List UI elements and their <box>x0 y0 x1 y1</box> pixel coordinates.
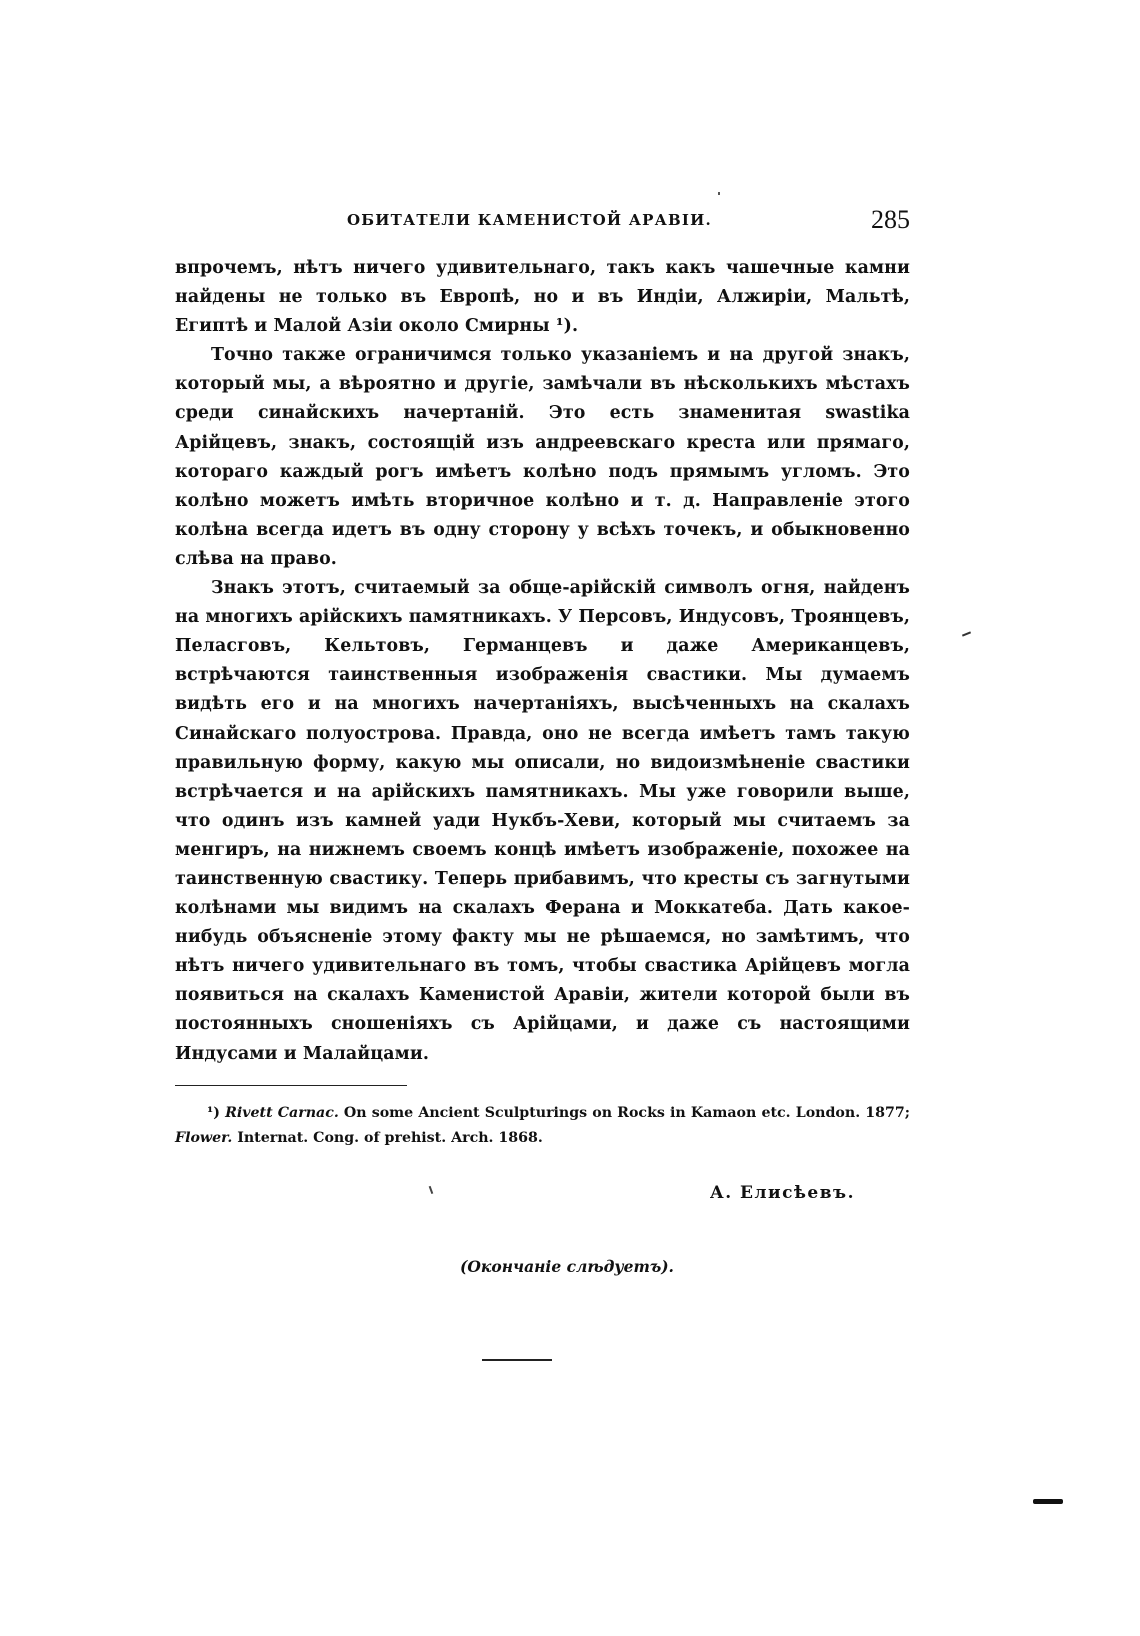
body-text <box>175 254 910 1069</box>
footnote-citation-1: On some Ancient Sculpturings on Rocks in Kamaon etc. London. 1877; <box>343 1105 910 1121</box>
paragraph-1: впрочемъ, нѣтъ ничего удивительнаго, такъ какъ чашечные камни найдены не только въ Европѣ, но и въ Индіи, Алжиріи, Мальтѣ, Египтѣ и Малой Азіи около Смирны ¹). <box>175 258 910 337</box>
page-number: 285 <box>871 205 910 234</box>
footnote-author-1: Rivett Carnac. <box>225 1105 339 1121</box>
author-signature: А. Елисѣевъ. <box>709 1183 855 1203</box>
continuation-note <box>0 1257 1140 1276</box>
footnote-marker: ¹) <box>207 1105 220 1121</box>
scan-speck <box>718 192 720 195</box>
footnote-citation-2: Internat. Cong. of prehist. Arch. 1868. <box>237 1130 543 1146</box>
paragraph-2: Точно также ограничимся только указаніемъ и на другой знакъ, который мы, а вѣроятно и другіе, замѣчали въ нѣсколькихъ мѣстахъ среди синайскихъ начертаній. Это есть знаменитая swastika Арійцевъ, знакъ, состоящій изъ андреевскаго креста или прямаго, котораго каждый рогъ имѣетъ колѣно подъ прямымъ угломъ. Это колѣно можетъ имѣть вторичное колѣно и т. д. Направленіе этого колѣна всегда идетъ въ одну сторону у всѣхъ точекъ, и обыкновенно слѣва на право. <box>175 345 910 569</box>
footnote-divider <box>175 1085 407 1086</box>
end-divider <box>482 1359 552 1361</box>
footnote-author-2: Flower. <box>175 1130 233 1146</box>
running-title: ОБИТАТЕЛИ КАМЕНИСТОЙ АРАВІИ. <box>347 211 712 229</box>
running-head <box>175 205 910 237</box>
continuation-text: (Окончаніе слѣдуетъ). <box>460 1257 674 1276</box>
footnote <box>175 1101 910 1151</box>
paragraph-3: Знакъ этотъ, считаемый за обще-арійскій символъ огня, найденъ на многихъ арійскихъ памятникахъ. У Персовъ, Индусовъ, Троянцевъ, Пеласговъ, Кельтовъ, Германцевъ и даже Американцевъ, встрѣчаются таинственныя изображенія свастики. Мы думаемъ видѣть его и на многихъ начертаніяхъ, высѣченныхъ на скалахъ Синайскаго полуострова. Правда, оно не всегда имѣетъ тамъ такую правильную форму, какую мы описали, но видоизмѣненіе свастики встрѣчается и на арійскихъ памятникахъ. Мы уже говорили выше, что одинъ изъ камней уади Нукбъ-Хеви, который мы считаемъ за менгиръ, на нижнемъ своемъ концѣ имѣетъ изображеніе, похожее на таинственную свастику. Теперь прибавимъ, что кресты съ загнутыми колѣнами мы видимъ на скалахъ Ферана и Моккатеба. Дать какое-нибудь объясненіе этому факту мы не рѣшаемся, но замѣтимъ, что нѣтъ ничего удивительнаго въ томъ, чтобы свастика Арійцевъ могла появиться на скалахъ Каменистой Аравіи, жители которой были въ постоянныхъ сношеніяхъ съ Арійцами, и даже съ настоящими Индусами и Малайцами. <box>175 578 910 1064</box>
margin-mark <box>1033 1499 1063 1504</box>
scan-speck <box>429 1186 433 1194</box>
scan-speck <box>962 631 971 636</box>
